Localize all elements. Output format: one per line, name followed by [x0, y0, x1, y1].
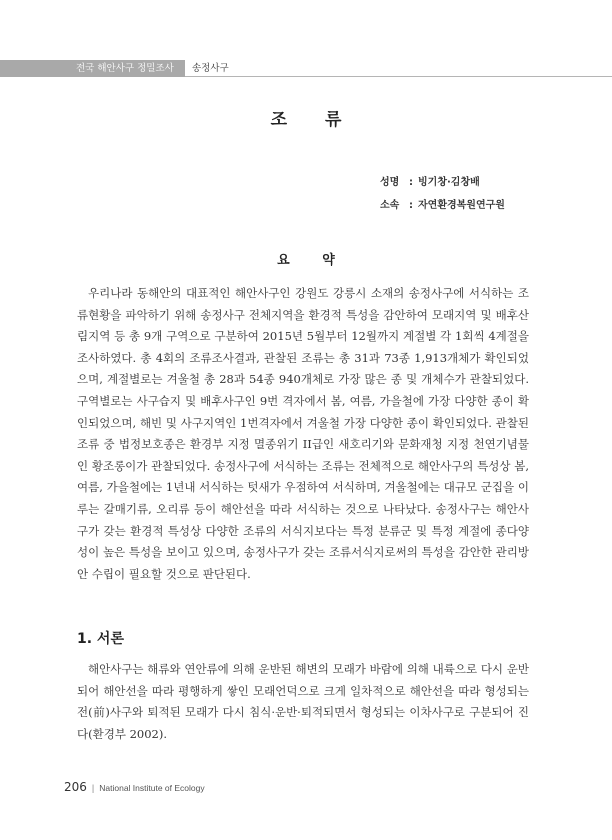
author-line [380, 173, 480, 188]
affiliation-name: 자연환경복원연구원 [418, 200, 505, 211]
author-label: 성명 [380, 177, 400, 188]
header-section-name: 송정사구 [192, 63, 229, 74]
affiliation-separator: : [409, 200, 413, 211]
page-footer [64, 778, 205, 796]
author-names: 빙기창·김창배 [418, 177, 480, 188]
running-header [0, 60, 612, 77]
abstract-heading: 요 약 [277, 253, 349, 268]
author-separator: : [409, 177, 413, 188]
affiliation-line [380, 196, 505, 211]
header-series-tag: 전국 해안사구 정밀조사 [0, 60, 185, 77]
footer-separator: | [91, 783, 95, 793]
page-number: 206 [64, 780, 87, 794]
introduction-paragraph: 해안사구는 해류와 연안류에 의해 운반된 해변의 모래가 바람에 의해 내륙으로 다시 운반되어 해안선을 따라 평행하게 쌓인 모래언덕으로 크게 일차적으로 해안선을 따라 형성되는 전(前)사구와 퇴적된 모래가 다시 침식·운반·퇴적되면서 형성되는 이차사구로 구분되어 진다(환경부 2002). [77, 662, 529, 741]
section-heading-introduction: 1. 서론 [77, 631, 124, 647]
footer-institute: National Institute of Ecology [99, 783, 205, 793]
affiliation-label: 소속 [380, 200, 400, 211]
abstract-paragraph: 우리나라 동해안의 대표적인 해안사구인 강원도 강릉시 소재의 송정사구에 서식하는 조류현황을 파악하기 위해 송정사구 전체지역을 환경적 특성을 감안하여 모래지역 및 배후산림지역 등 총 9개 구역으로 구분하여 2015년 5월부터 12월까지 계절별 각 1회씩 4계절을 조사하였다. 총 4회의 조류조사결과, 관찰된 조류는 총 31과 73종 1,913개체가 확인되었으며, 계절별로는 겨울철 총 28과 54종 940개체로 가장 많은 종 및 개체수가 관찰되었다. 구역별로는 사구습지 및 배후사구인 9번 격자에서 봄, 여름, 가을철에 가장 다양한 종이 확인되었으며, 해빈 및 사구지역인 1번격자에서 겨울철 가장 다양한 종이 확인되었다. 관찰된 조류 중 법정보호종은 환경부 지정 멸종위기 II급인 새호리기와 문화재청 지정 천연기념물인 황조롱이가 관찰되었다. 송정사구에 서식하는 조류는 전체적으로 해안사구의 특성상 봄, 여름, 가을철에는 1년내 서식하는 텃새가 우점하여 서식하며, 겨울철에는 대규모 군집을 이루는 갈매기류, 오리류 등이 해안선을 따라 서식하는 것으로 나타났다. 송정사구는 해안사구가 갖는 환경적 특성상 다양한 조류의 서식지보다는 특정 분류군 및 특정 계절에 종다양성이 높은 특성을 보이고 있으며, 송정사구가 갖는 조류서식지로써의 특성을 감안한 관리방안 수립이 필요할 것으로 판단된다. [77, 286, 529, 581]
page-title: 조 류 [270, 110, 358, 130]
header-divider [185, 76, 612, 77]
